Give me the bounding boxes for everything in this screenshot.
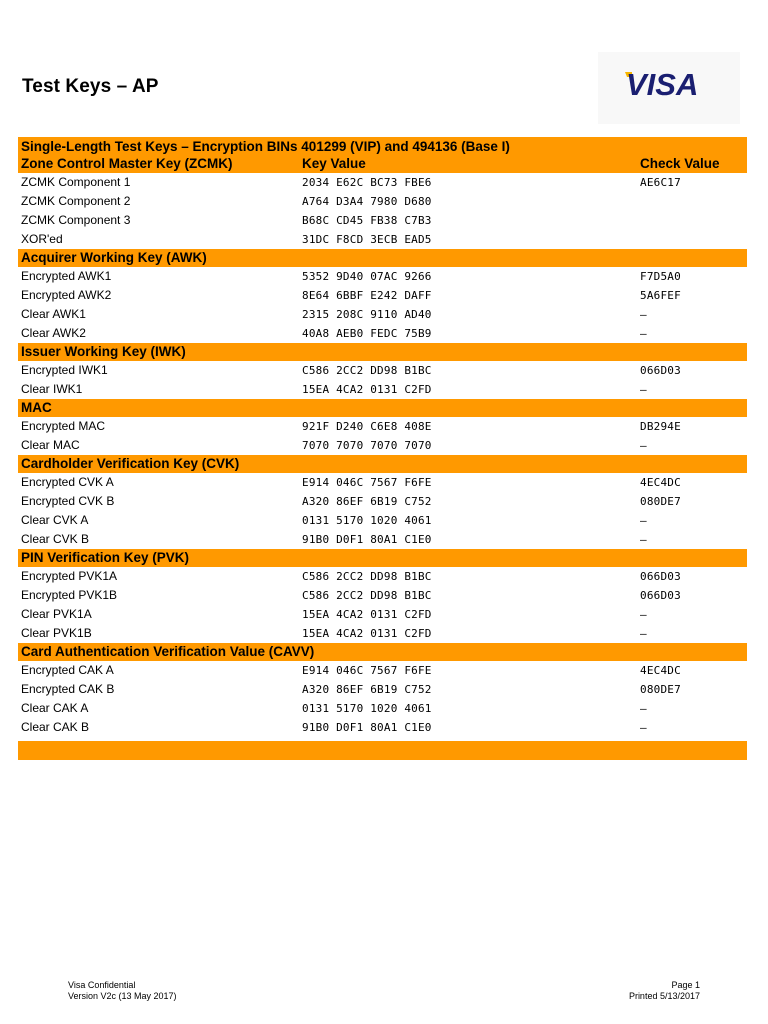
table-row — [18, 436, 747, 455]
table-row — [18, 380, 747, 399]
key-value: 5352 9D40 07AC 9266 — [302, 270, 432, 283]
key-value: C586 2CC2 DD98 B1BC — [302, 570, 432, 583]
key-label: Clear CVK A — [21, 513, 89, 527]
table-caption: Single-Length Test Keys – Encryption BINs 401299 (VIP) and 494136 (Base I) — [21, 139, 510, 154]
table-caption-row — [18, 137, 747, 155]
table-bottom-bar — [18, 741, 747, 760]
key-value-column-header: Key Value — [302, 156, 366, 171]
check-value: – — [640, 608, 647, 621]
section-heading: Acquirer Working Key (AWK) — [21, 250, 207, 265]
key-value: C586 2CC2 DD98 B1BC — [302, 364, 432, 377]
key-value: 40A8 AEB0 FEDC 75B9 — [302, 327, 432, 340]
table-row — [18, 530, 747, 549]
key-label: ZCMK Component 2 — [21, 194, 131, 208]
section-header-row — [18, 155, 747, 173]
key-label: Encrypted AWK1 — [21, 269, 112, 283]
check-value: – — [640, 439, 647, 452]
key-label: Encrypted CAK A — [21, 663, 114, 677]
section-heading: Zone Control Master Key (ZCMK) — [21, 156, 233, 171]
check-value: – — [640, 627, 647, 640]
check-value: 4EC4DC — [640, 476, 681, 489]
key-value: 15EA 4CA2 0131 C2FD — [302, 627, 432, 640]
check-value: – — [640, 721, 647, 734]
key-label: Encrypted CVK A — [21, 475, 114, 489]
table-row — [18, 473, 747, 492]
key-value: 921F D240 C6E8 408E — [302, 420, 432, 433]
check-value: 066D03 — [640, 589, 681, 602]
key-value: 0131 5170 1020 4061 — [302, 702, 432, 715]
test-keys-table — [18, 137, 747, 760]
key-value: 91B0 D0F1 80A1 C1E0 — [302, 533, 432, 546]
check-value-column-header: Check Value — [640, 156, 720, 171]
key-label: Encrypted CVK B — [21, 494, 115, 508]
footer-printed-date: Printed 5/13/2017 — [628, 991, 700, 1001]
section-header-row — [18, 455, 747, 473]
key-label: Encrypted IWK1 — [21, 363, 108, 377]
key-value: 7070 7070 7070 7070 — [302, 439, 432, 452]
key-label: ZCMK Component 1 — [21, 175, 131, 189]
section-header-row — [18, 643, 747, 661]
key-label: Clear IWK1 — [21, 382, 83, 396]
key-value: 15EA 4CA2 0131 C2FD — [302, 383, 432, 396]
visa-logo — [598, 52, 740, 124]
check-value: – — [640, 327, 647, 340]
footer-left — [68, 980, 177, 1002]
check-value: 066D03 — [640, 570, 681, 583]
check-value: 5A6FEF — [640, 289, 681, 302]
check-value: – — [640, 533, 647, 546]
key-value: A320 86EF 6B19 C752 — [302, 495, 432, 508]
key-label: Clear CAK B — [21, 720, 90, 734]
key-label: Encrypted PVK1A — [21, 569, 118, 583]
key-value: C586 2CC2 DD98 B1BC — [302, 589, 432, 602]
section-heading: Card Authentication Verification Value (CAVV) — [21, 644, 315, 659]
key-value: 0131 5170 1020 4061 — [302, 514, 432, 527]
key-value: A764 D3A4 7980 D680 — [302, 195, 432, 208]
key-value: 8E64 6BBF E242 DAFF — [302, 289, 432, 302]
key-value: A320 86EF 6B19 C752 — [302, 683, 432, 696]
table-row — [18, 230, 747, 249]
table-row — [18, 286, 747, 305]
check-value: – — [640, 383, 647, 396]
table-row — [18, 324, 747, 343]
key-label: XOR'ed — [21, 232, 63, 246]
check-value: – — [640, 702, 647, 715]
footer-confidential: Visa Confidential — [68, 980, 136, 990]
check-value: – — [640, 514, 647, 527]
key-value: E914 046C 7567 F6FE — [302, 476, 432, 489]
table-row — [18, 211, 747, 230]
key-label: Clear MAC — [21, 438, 80, 452]
check-value: – — [640, 308, 647, 321]
key-label: Clear AWK1 — [21, 307, 86, 321]
footer-page-number: Page 1 — [671, 980, 700, 990]
section-header-row — [18, 249, 747, 267]
key-value: 2034 E62C BC73 FBE6 — [302, 176, 432, 189]
section-header-row — [18, 549, 747, 567]
table-row — [18, 605, 747, 624]
section-heading: Issuer Working Key (IWK) — [21, 344, 186, 359]
table-row — [18, 173, 747, 192]
footer-right — [629, 980, 700, 1002]
table-row — [18, 680, 747, 699]
check-value: 066D03 — [640, 364, 681, 377]
check-value: AE6C17 — [640, 176, 681, 189]
key-label: Encrypted MAC — [21, 419, 106, 433]
key-label: Clear PVK1A — [21, 607, 92, 621]
section-header-row — [18, 343, 747, 361]
table-row — [18, 492, 747, 511]
check-value: 4EC4DC — [640, 664, 681, 677]
section-heading: Cardholder Verification Key (CVK) — [21, 456, 240, 471]
key-label: Clear CVK B — [21, 532, 90, 546]
key-label: Encrypted CAK B — [21, 682, 115, 696]
key-label: Clear CAK A — [21, 701, 89, 715]
table-row — [18, 192, 747, 211]
page-title: Test Keys – AP — [22, 76, 159, 97]
table-row — [18, 305, 747, 324]
key-label: ZCMK Component 3 — [21, 213, 131, 227]
key-label: Encrypted PVK1B — [21, 588, 118, 602]
section-header-row — [18, 399, 747, 417]
table-row — [18, 417, 747, 436]
key-value: 15EA 4CA2 0131 C2FD — [302, 608, 432, 621]
footer-version: Version V2c (13 May 2017) — [68, 991, 177, 1001]
check-value: 080DE7 — [640, 495, 681, 508]
table-row — [18, 511, 747, 530]
table-row — [18, 567, 747, 586]
key-label: Clear AWK2 — [21, 326, 86, 340]
check-value: F7D5A0 — [640, 270, 681, 283]
section-heading: MAC — [21, 400, 52, 415]
key-value: 31DC F8CD 3ECB EAD5 — [302, 233, 432, 246]
key-value: E914 046C 7567 F6FE — [302, 664, 432, 677]
visa-logo-icon — [622, 62, 718, 102]
table-row — [18, 699, 747, 718]
key-label: Encrypted AWK2 — [21, 288, 112, 302]
table-row — [18, 718, 747, 737]
check-value: 080DE7 — [640, 683, 681, 696]
key-value: 91B0 D0F1 80A1 C1E0 — [302, 721, 432, 734]
key-value: B68C CD45 FB38 C7B3 — [302, 214, 432, 227]
visa-logo-text: VISA — [626, 67, 699, 102]
table-row — [18, 586, 747, 605]
table-row — [18, 624, 747, 643]
table-row — [18, 661, 747, 680]
table-row — [18, 361, 747, 380]
table-row — [18, 267, 747, 286]
section-heading: PIN Verification Key (PVK) — [21, 550, 190, 565]
check-value: DB294E — [640, 420, 681, 433]
key-label: Clear PVK1B — [21, 626, 92, 640]
key-value: 2315 208C 9110 AD40 — [302, 308, 432, 321]
